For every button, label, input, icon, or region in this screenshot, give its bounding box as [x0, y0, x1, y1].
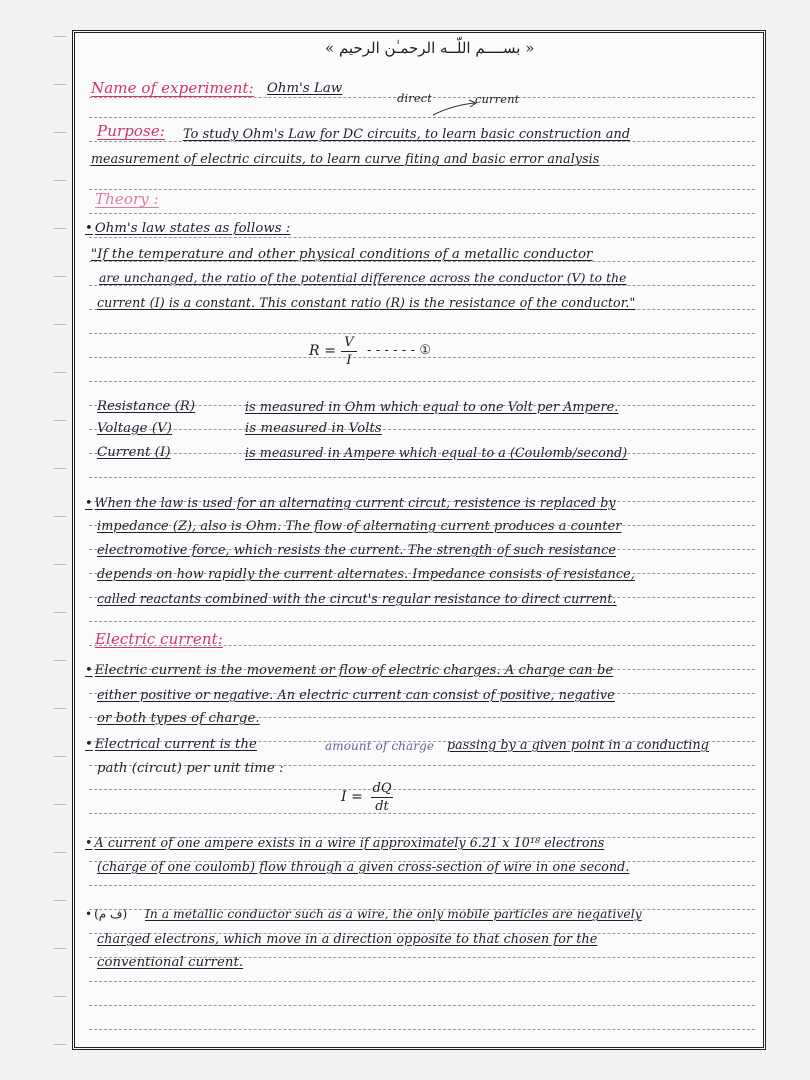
margin-tick — [54, 516, 66, 517]
margin-tick — [54, 612, 66, 613]
experiment-name-value: Ohm's Law — [267, 81, 343, 96]
quote-line-1: "If the temperature and other physical conditions of a metallic conductor — [91, 247, 593, 262]
margin-tick — [54, 996, 66, 997]
ruled-line — [89, 381, 755, 382]
unit-current-qty: Current (I) — [97, 445, 171, 460]
margin-tick — [54, 564, 66, 565]
ac-line-5: called reactants combined with the circut's regular resistance to direct current. — [97, 591, 617, 606]
theory-heading: Theory : — [95, 190, 159, 208]
margin-tick — [54, 372, 66, 373]
ruled-line — [89, 621, 755, 622]
basmala-header: « بســــم اللّــه الرحمـٰن الرحيم » — [325, 39, 535, 57]
purpose-line-1: To study Ohm's Law for DC circuits, to learn basic construction and — [183, 127, 631, 142]
ruled-line — [89, 477, 755, 478]
margin-tick — [54, 36, 66, 37]
ec-p1-line-2: either positive or negative. An electric current can consist of positive, negative — [97, 687, 615, 702]
ac-line-4: depends on how rapidly the current alternates. Impedance consists of resistance, — [97, 567, 635, 582]
unit-current-desc: is measured in Ampere which equal to a (Coulomb/second) — [245, 445, 628, 460]
experiment-name-label: Name of experiment: — [91, 79, 254, 97]
ac-line-2: impedance (Z), also is Ohm. The flow of alternating current produces a counter — [97, 519, 622, 534]
margin-tick — [54, 228, 66, 229]
formula-r-numerator: V — [344, 335, 354, 350]
ec-p2-line-2: path (circut) per unit time : — [97, 761, 284, 776]
margin-tick — [54, 180, 66, 181]
ec-p1-line-1: • Electric current is the movement or flow of electric charges. A charge can be — [85, 663, 613, 678]
ruled-line — [89, 813, 755, 814]
ruled-line — [89, 789, 755, 790]
ruled-line — [89, 117, 755, 118]
purpose-annotation-direct: direct — [397, 91, 433, 105]
margin-tick — [54, 948, 66, 949]
formula-i-numerator: dQ — [372, 781, 392, 796]
unit-resistance-qty: Resistance (R) — [97, 399, 196, 414]
margin-tick — [54, 804, 66, 805]
fraction-bar — [371, 797, 393, 798]
margin-tick — [54, 276, 66, 277]
ec-p2-line-1b: passing by a given point in a conducting — [447, 737, 709, 752]
ac-line-3: electromotive force, which resists the current. The strength of such resistance — [97, 543, 617, 558]
formula-r-denominator: I — [346, 353, 352, 368]
ec-p3-line-1: • A current of one ampere exists in a wire if approximately 6.21 x 10¹⁸ electrons — [85, 835, 604, 850]
quote-line-2: are unchanged, the ratio of the potential difference across the conductor (V) to the — [99, 271, 627, 285]
electric-current-heading: Electric current: — [95, 630, 223, 648]
margin-tick — [54, 1044, 66, 1045]
formula-r-fraction — [341, 335, 357, 368]
margin-tick — [54, 84, 66, 85]
purpose-annotation-current: current — [475, 92, 520, 106]
unit-voltage-desc: is measured in Volts — [245, 421, 382, 436]
ruled-line — [89, 237, 755, 238]
unit-resistance-desc: is measured in Ohm which equal to one Volt per Ampere. — [245, 399, 619, 414]
ruled-line — [89, 213, 755, 214]
purpose-line-2: measurement of electric circuits, to learn curve fiting and basic error analysis — [91, 151, 600, 166]
annotation-arrow-icon — [433, 99, 481, 119]
ec-p3-line-2: (charge of one coulomb) flow through a given cross-section of wire in one second. — [97, 859, 630, 874]
formula-i-lhs: I = — [341, 789, 364, 805]
ec-p2-purple-note: amount of charge — [325, 739, 435, 753]
margin-tick — [54, 420, 66, 421]
margin-tick — [54, 708, 66, 709]
ac-line-1: • When the law is used for an alternating current circut, resistence is replaced by — [85, 495, 616, 510]
quote-line-3: current (I) is a constant. This constant ratio (R) is the resistance of the conductor." — [97, 295, 636, 310]
ec-p1-line-3: or both types of charge. — [97, 711, 260, 726]
margin-tick — [54, 756, 66, 757]
formula-i-fraction — [371, 781, 393, 814]
ec-p4-marker: • (ف م) — [85, 907, 127, 921]
margin-tick — [54, 468, 66, 469]
ec-p4-line-2: charged electrons, which move in a direction opposite to that chosen for the — [97, 931, 598, 946]
ruled-line — [89, 885, 755, 886]
unit-voltage-qty: Voltage (V) — [97, 421, 172, 436]
formula-r-tail: - - - - - - ① — [367, 343, 432, 358]
ruled-line — [89, 1005, 755, 1006]
formula-r-lhs: R = — [309, 343, 337, 359]
ruled-line — [89, 981, 755, 982]
ec-p4-line-3: conventional current. — [97, 955, 244, 970]
margin-tick — [54, 132, 66, 133]
ec-p2-line-1a: • Electrical current is the — [85, 737, 257, 752]
margin-tick — [54, 324, 66, 325]
margin-tick — [54, 852, 66, 853]
ruled-line — [89, 1029, 755, 1030]
ruled-line — [89, 333, 755, 334]
ruled-line — [89, 285, 755, 286]
formula-i-denominator: dt — [375, 799, 389, 814]
margin-tick — [54, 660, 66, 661]
ruled-line — [89, 429, 755, 430]
ruled-line — [89, 189, 755, 190]
notebook-page — [72, 30, 766, 1050]
purpose-label: Purpose: — [97, 122, 165, 140]
fraction-bar — [341, 351, 357, 352]
margin-tick — [54, 900, 66, 901]
ec-p4-line-1: In a metallic conductor such as a wire, the only mobile particles are negatively — [145, 907, 642, 921]
theory-intro: • Ohm's law states as follows : — [85, 221, 290, 236]
